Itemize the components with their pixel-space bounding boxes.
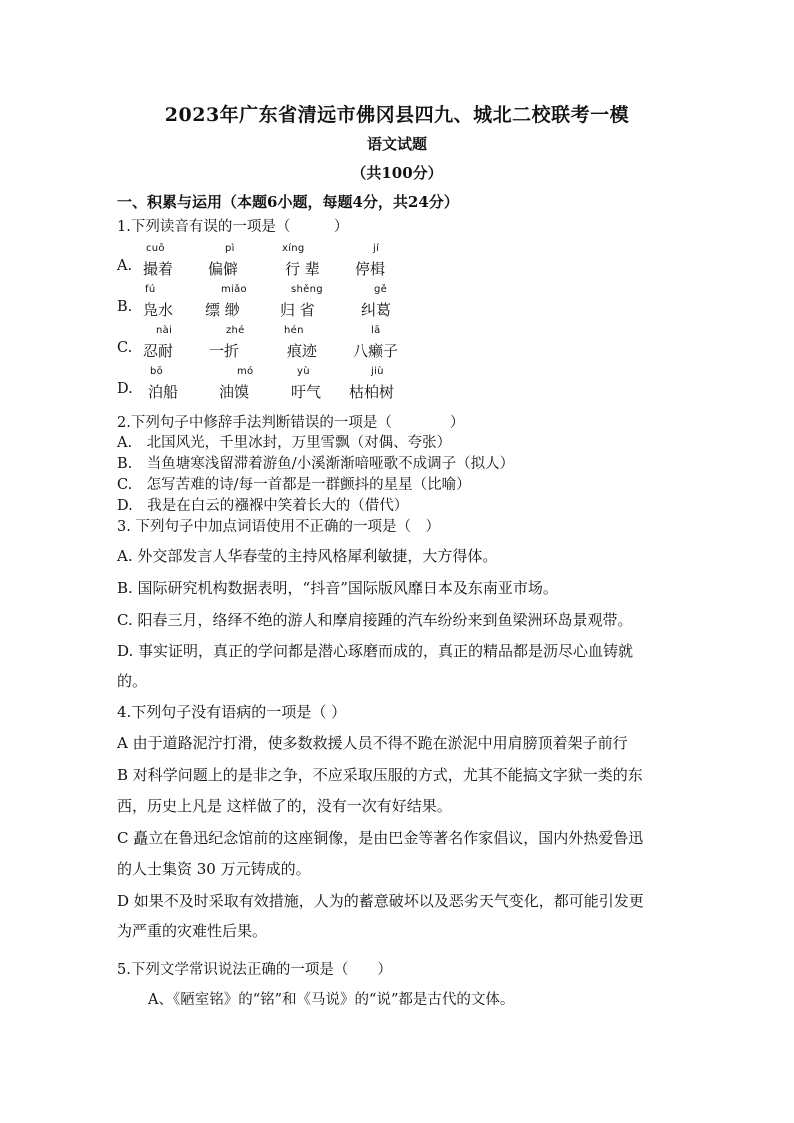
q1-word: zhé 一折 <box>209 325 245 360</box>
exam-subtitle: 语文试题 <box>366 135 427 153</box>
q1-word: jiù 枯柏树 <box>349 366 395 401</box>
pinyin: xíng <box>282 243 305 254</box>
q3-option-c: C. 阳春三月，络绎不绝的游人和摩肩接踵的汽车纷纷来到鱼梁洲环岛景观带。 <box>117 611 633 629</box>
q4-option-d-cont: 为严重的灾难性后果。 <box>117 922 268 940</box>
q1-word: jí 停楫 <box>355 243 386 278</box>
q4-option-c-cont: 的人士集资 30 万元铸成的。 <box>117 860 311 878</box>
pinyin: nài <box>156 325 173 336</box>
pinyin: pì <box>225 243 235 254</box>
q1-option-b <box>117 284 392 319</box>
q3-option-d-cont: 的。 <box>117 672 148 690</box>
q1-stem: 1.下列读音有误的一项是（ ） <box>117 219 349 235</box>
q4-option-c: C 矗立在鲁迅纪念馆前的这座铜像，是由巴金等著名作家倡议，国内外热爱鲁迅 <box>117 829 644 847</box>
pinyin: hén <box>284 325 304 336</box>
q5-option-a: A、《陋室铭》的“铭”和《马说》的“说”都是古代的文体。 <box>148 992 515 1008</box>
q4-option-d: D 如果不及时采取有效措施，人为的蓄意破坏以及恶劣天气变化，都可能引发更 <box>117 892 644 910</box>
pinyin: zhé <box>226 325 245 336</box>
q1-word: shěng 归 省 <box>280 284 323 319</box>
q1-option-label: B. <box>117 299 133 315</box>
q1-word: hén 痕迹 <box>284 325 318 360</box>
q1-word: gě 纠葛 <box>361 284 392 319</box>
q1-option-c <box>117 325 399 360</box>
q2-option-c: C. 怎写苦难的诗/每一首都是一群颤抖的星星（比喻） <box>117 477 471 493</box>
q1-word: xíng 行 辈 <box>282 243 320 278</box>
q2-option-d: D. 我是在白云的襁褓中笑着长大的（借代） <box>117 498 409 514</box>
q1-word: yù 吁气 <box>291 366 322 401</box>
q1-option-d <box>117 366 395 401</box>
q5-stem: 5.下列文学常识说法正确的一项是（ ） <box>117 962 392 978</box>
pinyin: gě <box>374 284 388 295</box>
pinyin: bō <box>150 366 164 377</box>
q2-option-b: B. 当鱼塘寒浅留滞着游鱼/小溪渐渐喑哑歌不成调子（拟人） <box>117 456 515 472</box>
q4-option-a: A 由于道路泥泞打滑，使多数救援人员不得不跪在淤泥中用肩膀顶着架子前行 <box>117 734 628 752</box>
section-heading: 一、积累与运用（本题6小题，每题4分，共24分） <box>117 193 459 211</box>
q1-word: miǎo 缥 缈 <box>205 284 247 319</box>
pinyin: yù <box>297 366 310 377</box>
pinyin: lā <box>371 325 381 336</box>
q3-option-a: A. 外交部发言人华春莹的主持风格犀利敏捷，大方得体。 <box>117 547 498 565</box>
pinyin: miǎo <box>221 284 247 295</box>
q1-word: bō 泊船 <box>148 366 179 401</box>
q1-word: cuō 撮着 <box>143 243 174 278</box>
pinyin: fú <box>145 284 156 295</box>
pinyin: mó <box>237 366 254 377</box>
q1-word: mó 油馍 <box>219 366 254 401</box>
q1-option-label: D. <box>117 381 133 397</box>
pinyin: cuō <box>146 243 165 254</box>
q1-word: fú 凫水 <box>143 284 174 319</box>
q1-word: nài 忍耐 <box>143 325 174 360</box>
pinyin: shěng <box>291 284 323 295</box>
q4-stem: 4.下列句子没有语病的一项是（ ） <box>117 703 347 721</box>
q1-option-label: A. <box>117 258 133 274</box>
q1-word: lā 八癞子 <box>353 325 399 360</box>
q3-option-d: D. 事实证明，真正的学问都是潜心琢磨而成的，真正的精品都是沥尽心血铸就 <box>117 642 634 660</box>
exam-title: 2023年广东省清远市佛冈县四九、城北二校联考一模 <box>164 104 630 126</box>
score-note: （共100分） <box>351 164 443 182</box>
q3-option-b: B. 国际研究机构数据表明，“抖音”国际版风靡日本及东南亚市场。 <box>117 579 558 597</box>
q1-option-label: C. <box>117 340 133 356</box>
q2-stem: 2.下列句子中修辞手法判断错误的一项是（ ） <box>117 415 465 431</box>
q1-word: pì 偏僻 <box>208 243 239 278</box>
q4-option-b-cont: 西，历史上凡是 这样做了的，没有一次有好结果。 <box>117 797 452 815</box>
pinyin: jí <box>373 243 380 254</box>
pinyin: jiù <box>371 366 384 377</box>
q3-stem: 3. 下列句子中加点词语使用不正确的一项是（ ） <box>117 519 440 535</box>
q2-option-a: A. 北国风光，千里冰封，万里雪飘（对偶、夸张） <box>117 435 452 451</box>
q4-option-b: B 对科学问题上的是非之争，不应采取压服的方式，尤其不能搞文字狱一类的东 <box>117 766 643 784</box>
q1-option-a <box>117 243 386 278</box>
